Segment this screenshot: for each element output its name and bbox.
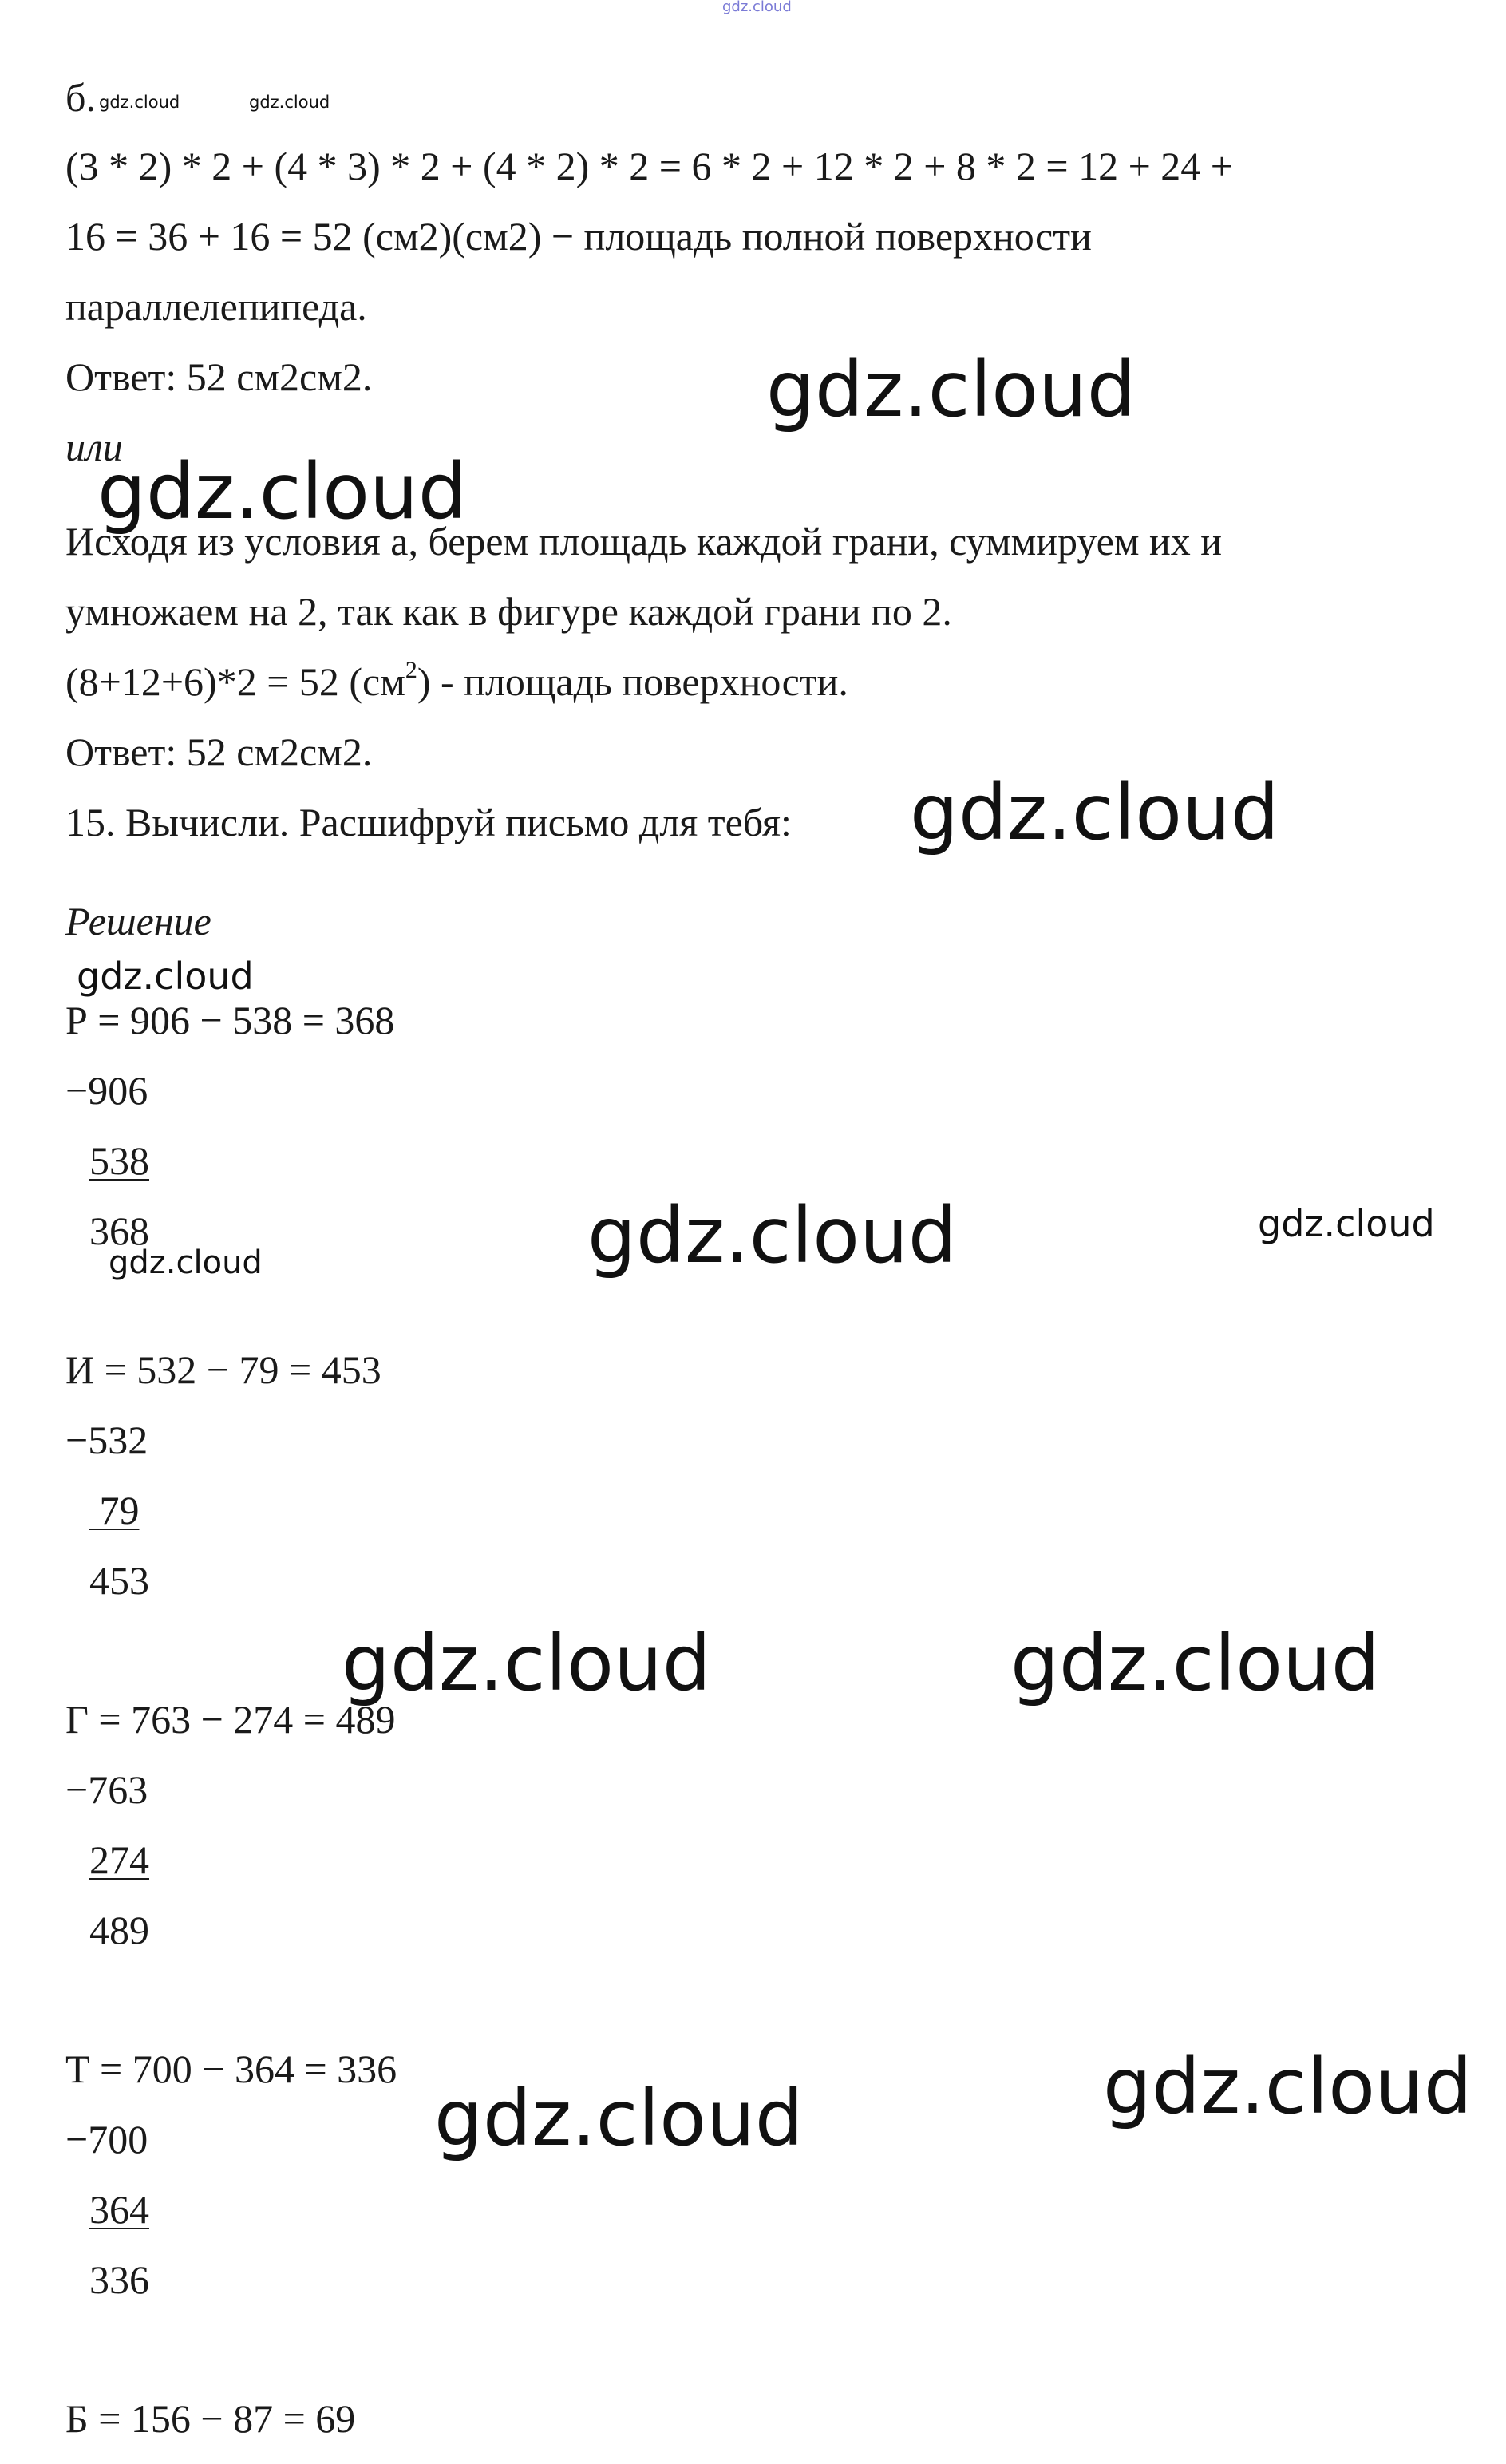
- watermark: gdz.cloud: [97, 447, 467, 536]
- watermark: gdz.cloud: [99, 93, 180, 112]
- watermark: gdz.cloud: [910, 768, 1279, 857]
- result-i: 453: [89, 1558, 149, 1603]
- text-line-2: умножаем на 2, так как в фигуре каждой грани по 2.: [65, 589, 952, 634]
- or-label: или: [65, 425, 123, 469]
- equation-b: Б = 156 − 87 = 69: [65, 2396, 356, 2441]
- subtrahend-t: 364: [89, 2187, 149, 2232]
- watermark: gdz.cloud: [1103, 2042, 1472, 2131]
- superscript: 2: [405, 657, 417, 683]
- subtrahend-r: 538: [89, 1138, 149, 1183]
- solution-label: Решение: [65, 899, 211, 943]
- equation-t: Т = 700 − 364 = 336: [65, 2047, 397, 2091]
- watermark: gdz.cloud: [434, 2074, 804, 2163]
- equation-i: И = 532 − 79 = 453: [65, 1347, 381, 1392]
- equation-r: Р = 906 − 538 = 368: [65, 998, 395, 1042]
- watermark: gdz.cloud: [77, 955, 254, 998]
- subtrahend-i: 79: [89, 1488, 140, 1533]
- part-b-label: б.: [65, 75, 96, 120]
- formula-line-4: (8+12+6)*2 = 52 $(см^2)$ - площадь поверхности.: [65, 657, 848, 704]
- answer-1: Ответ: 52 см2см2.: [65, 354, 373, 399]
- equation-g: Г = 763 − 274 = 489: [65, 1697, 396, 1742]
- subtrahend-g: 274: [89, 1837, 149, 1882]
- result-g: 489: [89, 1908, 149, 1952]
- minuend-t: −700: [65, 2117, 148, 2161]
- formula-line-1: (3 * 2) * 2 + (4 * 3) * 2 + (4 * 2) * 2 = 6 * 2 + 12 * 2 + 8 * 2 = 12 + 24 +: [65, 144, 1233, 188]
- text-line-1: Исходя из условия а, берем площадь каждой грани, суммируем их и: [65, 519, 1223, 564]
- watermark: gdz.cloud: [1258, 1202, 1435, 1245]
- formula-line-2: 16 = 36 + 16 = 52 (см2)(см2) − площадь полной поверхности: [65, 214, 1092, 259]
- watermark: gdz.cloud: [342, 1619, 711, 1708]
- watermark: gdz.cloud: [766, 345, 1136, 434]
- formula-line-3: параллелепипеда.: [65, 284, 367, 329]
- result-t: 336: [89, 2257, 149, 2302]
- watermark: gdz.cloud: [1010, 1619, 1380, 1708]
- watermark-top: gdz.cloud: [722, 0, 792, 15]
- minuend-i: −532: [65, 1418, 148, 1462]
- result-r: 368: [89, 1208, 149, 1253]
- task-15-title: 15. Вычисли. Расшифруй письмо для тебя:: [65, 800, 792, 844]
- minuend-g: −763: [65, 1767, 148, 1812]
- watermark: gdz.cloud: [109, 1244, 263, 1281]
- watermark: gdz.cloud: [587, 1191, 957, 1280]
- answer-2: Ответ: 52 см2см2.: [65, 730, 373, 774]
- watermark: gdz.cloud: [249, 93, 330, 112]
- minuend-r: −906: [65, 1068, 148, 1113]
